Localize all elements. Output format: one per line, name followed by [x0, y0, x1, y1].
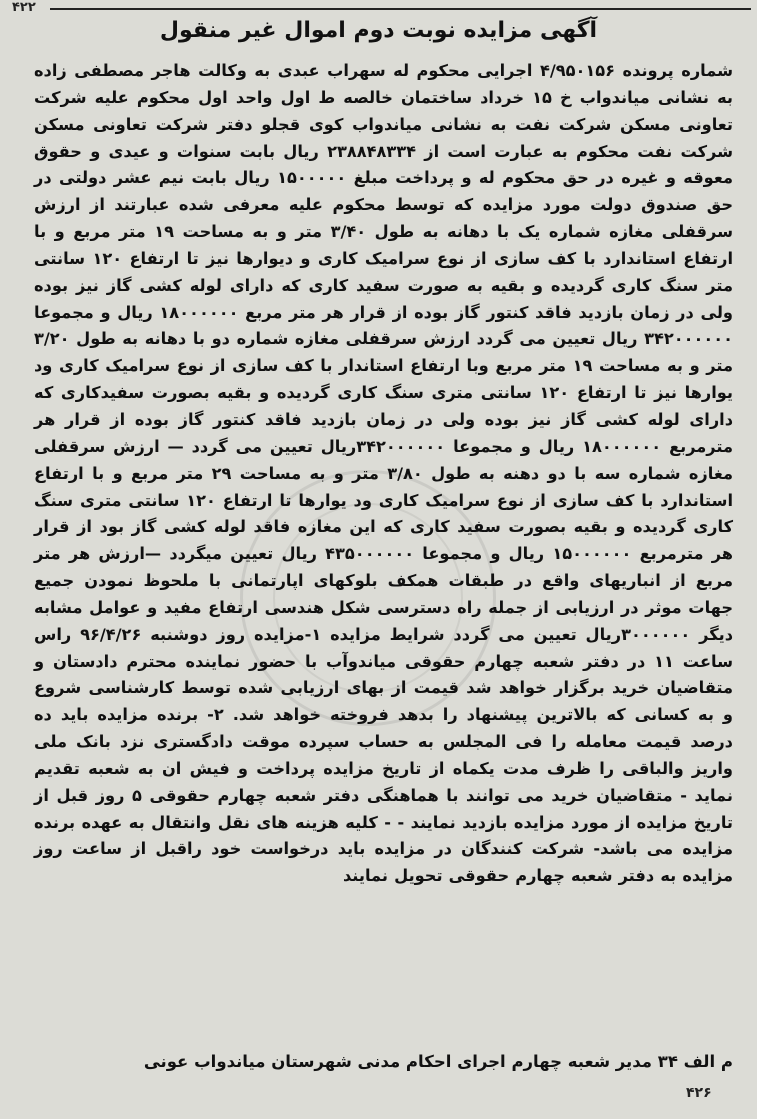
- notice-body: شماره پرونده ۴/۹۵۰۱۵۶ اجرایی محکوم له سهراب عبدی به وکالت هاجر مصطفی زاده به نشانی میاندواب خ ۱۵ خرداد ساختمان خالصه ط اول واحد اول محکوم علیه شرکت تعاونی مسکن شرکت نفت به نشانی میاندواب کوی قجلو دفتر شرکت تعاونی مسکن شرکت نفت محکوم به عبارت است از ۲۳۸۸۴۸۳۳۴ ریال بابت سنوات و عیدی و حقوق معوقه و غیره در حق محکوم له و پرداخت مبلغ ۱۵۰۰۰۰۰ ریال بابت نیم عشر دولتی در حق صندوق دولت مورد مزایده که توسط محکوم علیه معرفی شده عبارتند از ارزش سرقفلی مغازه شماره یک با دهانه به طول ۳/۴۰ متر و به مساحت ۱۹ متر مربع و با ارتفاع استاندارد با کف سازی از نوع سرامیک کاری و دیوارها نیز تا ارتفاع ۱۲۰ سانتی متر سنگ کاری گردیده و بقیه به صورت سفید کاری که دارای لوله کشی گاز نیز بوده ولی در زمان بازدید فاقد کنتور گاز بوده از قرار هر متر مربع ۱۸۰۰۰۰۰۰ ریال و مجموعا ۳۴۲۰۰۰۰۰۰ ریال تعیین می گردد ارزش سرقفلی مغازه شماره دو با دهانه به طول ۳/۲۰ متر و به مساحت ۱۹ متر مربع وبا ارتفاع استاندار با کف سازی از نوع سرامیک کاری ود یوارها نیز تا ارتفاع ۱۲۰ سانتی متری سنگ کاری گردیده و بقیه بصورت سفیدکاری که دارای لوله کشی گاز نیز بوده ولی در زمان بازدید فاقد کنتور گاز بوده از قرار هر مترمربع ۱۸۰۰۰۰۰۰ ریال و مجموعا ۳۴۲۰۰۰۰۰۰ریال تعیین می گردد — ارزش سرقفلی مغازه شماره سه با دو دهنه به طول ۳/۸۰ متر و به مساحت ۲۹ متر مربع و با ارتفاع استاندارد با کف سازی از نوع سرامیک کاری ود یوارها تا ارتفاع ۱۲۰ سانتی متری سنگ کاری گردیده و بقیه بصورت سفید کاری که این مغازه فاقد لوله کشی گاز بود از قرار هر مترمربع ۱۵۰۰۰۰۰۰ ریال و مجموعا ۴۳۵۰۰۰۰۰۰ ریال تعیین میگردد —ارزش هر متر مربع از انباریهای واقع در طبقات همکف بلوکهای اپارتمانی با ملحوظ نمودن جمیع جهات موثر در ارزیابی از جمله راه دسترسی شکل هندسی ارتفاع مفید و عوامل مشابه دیگر ۳۰۰۰۰۰۰ریال تعیین می گردد شرایط مزایده ۱-مزایده روز دوشنبه ۹۶/۴/۲۶ راس ساعت ۱۱ در دفتر شعبه چهارم حقوقی میاندوآب با حضور نماینده محترم دادستان و متقاضیان خرید برگزار خواهد شد قیمت از بهای ارزیابی شده توسط کارشناسی شروع و به کسانی که بالاترین پیشنهاد را بدهد فروخته خواهد شد. ۲- برنده مزایده باید ده درصد قیمت معامله را فی المجلس به حساب سپرده موقت دادگستری نزد بانک ملی واریز والباقی را ظرف مدت یکماه از تاریخ مزایده پرداخت و فیش ان به شعبه تقدیم نماید - متقاضیان خرید می توانند با هماهنگی دفتر شعبه چهارم حقوقی ۵ روز قبل از تاریخ مزایده از مورد مزایده بازدید نمایند - - کلیه هزینه های نقل وانتقال به عهده برنده مزایده می باشد- شرکت کنندگان در مزایده باید درخواست خود راقبل از ساعت روز مزایده به دفتر شعبه چهارم حقوقی تحویل نمایند: [34, 61, 734, 886]
- notice-title: آگهی مزایده نوبت دوم اموال غیر منقول: [159, 18, 598, 43]
- page-number-bottom: ۴۲۶: [686, 1085, 712, 1101]
- top-divider: [50, 8, 751, 10]
- page-number-top: ۴۲۲: [12, 0, 36, 15]
- notice-signature: م الف ۳۴ مدیر شعبه چهارم اجرای احکام مدنی شهرستان میاندواب عونی: [143, 1052, 733, 1071]
